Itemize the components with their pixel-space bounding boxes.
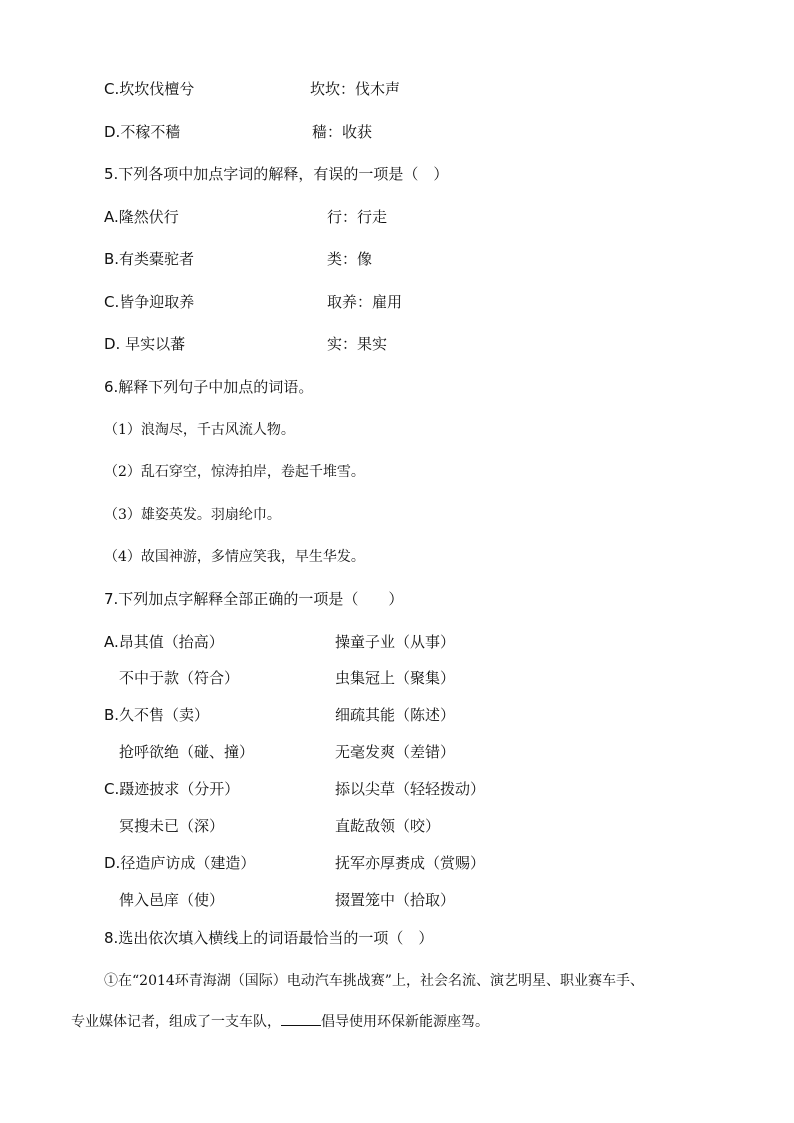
q5-option-b-term: B.有类橐驼者	[104, 250, 195, 268]
q7-row-7-right: 抚军亦厚赉成（赏赐）	[335, 854, 486, 872]
q6-sentence-3: （3）雄姿英发。羽扇纶巾。	[104, 507, 281, 523]
q7-row-2-left: 不中于款（符合）	[119, 669, 240, 687]
q8-passage-text-after: 倡导使用环保新能源座驾。	[321, 1014, 489, 1030]
q6-sentence-4: （4）故国神游，多情应笑我，早生华发。	[104, 549, 365, 565]
q7-row-3-right: 细疏其能（陈述）	[335, 706, 456, 724]
q7-row-8-left: 俾入邑庠（使）	[119, 891, 225, 909]
question-6-stem: 6.解释下列句子中加点的词语。	[104, 378, 314, 396]
q5-option-d-term: D. 早实以蕃	[104, 335, 186, 353]
option-c-gloss: 坎坎：伐木声	[310, 80, 401, 98]
q5-option-a-gloss: 行：行走	[327, 208, 388, 226]
q7-row-3-left: B.久不售（卖）	[104, 706, 210, 724]
question-8-stem: 8.选出依次填入横线上的词语最恰当的一项（ ）	[104, 929, 434, 947]
q7-row-1-left: A.昂其值（抬高）	[104, 633, 224, 651]
q5-option-c-gloss: 取养：雇用	[327, 293, 403, 311]
q7-row-5-left: C.蹑迹披求（分开）	[104, 780, 240, 798]
q7-row-6-right: 直龁敌领（咬）	[335, 817, 441, 835]
question-5-stem: 5.下列各项中加点字词的解释，有误的一项是（ ）	[104, 165, 449, 183]
q5-option-b-gloss: 类：像	[327, 250, 373, 268]
option-c-term: C.坎坎伐檀兮	[104, 80, 195, 98]
q7-row-2-right: 虫集冠上（聚集）	[335, 669, 456, 687]
option-d-term: D.不稼不穑	[104, 123, 181, 141]
q7-row-8-right: 掇置笼中（拾取）	[335, 891, 456, 909]
q6-sentence-2: （2）乱石穿空，惊涛拍岸，卷起千堆雪。	[104, 464, 365, 480]
q7-row-6-left: 冥搜未已（深）	[119, 817, 225, 835]
q7-row-7-left: D.径造庐访成（建造）	[104, 854, 256, 872]
fill-in-blank	[281, 1011, 321, 1026]
q8-passage-line-2	[71, 1011, 489, 1032]
q6-sentence-1: （1）浪淘尽，千古风流人物。	[104, 422, 295, 438]
q7-row-4-right: 无毫发爽（差错）	[335, 743, 456, 761]
q5-option-c-term: C.皆争迎取养	[104, 293, 195, 311]
q7-row-4-left: 抢呼欲绝（碰、撞）	[119, 743, 255, 761]
q8-passage-line-1: ①在“2014环青海湖（国际）电动汽车挑战赛”上，社会名流、演艺明星、职业赛车手、	[104, 973, 644, 989]
option-d-gloss: 穑：收获	[312, 123, 373, 141]
q7-row-1-right: 操童子业（从事）	[335, 633, 456, 651]
q5-option-a-term: A.隆然伏行	[104, 208, 179, 226]
q5-option-d-gloss: 实：果实	[327, 335, 388, 353]
q7-row-5-right: 掭以尖草（轻轻拨动）	[335, 780, 486, 798]
question-7-stem: 7.下列加点字解释全部正确的一项是（ ）	[104, 590, 404, 608]
q8-passage-text-before: 专业媒体记者，组成了一支车队，	[71, 1014, 281, 1030]
